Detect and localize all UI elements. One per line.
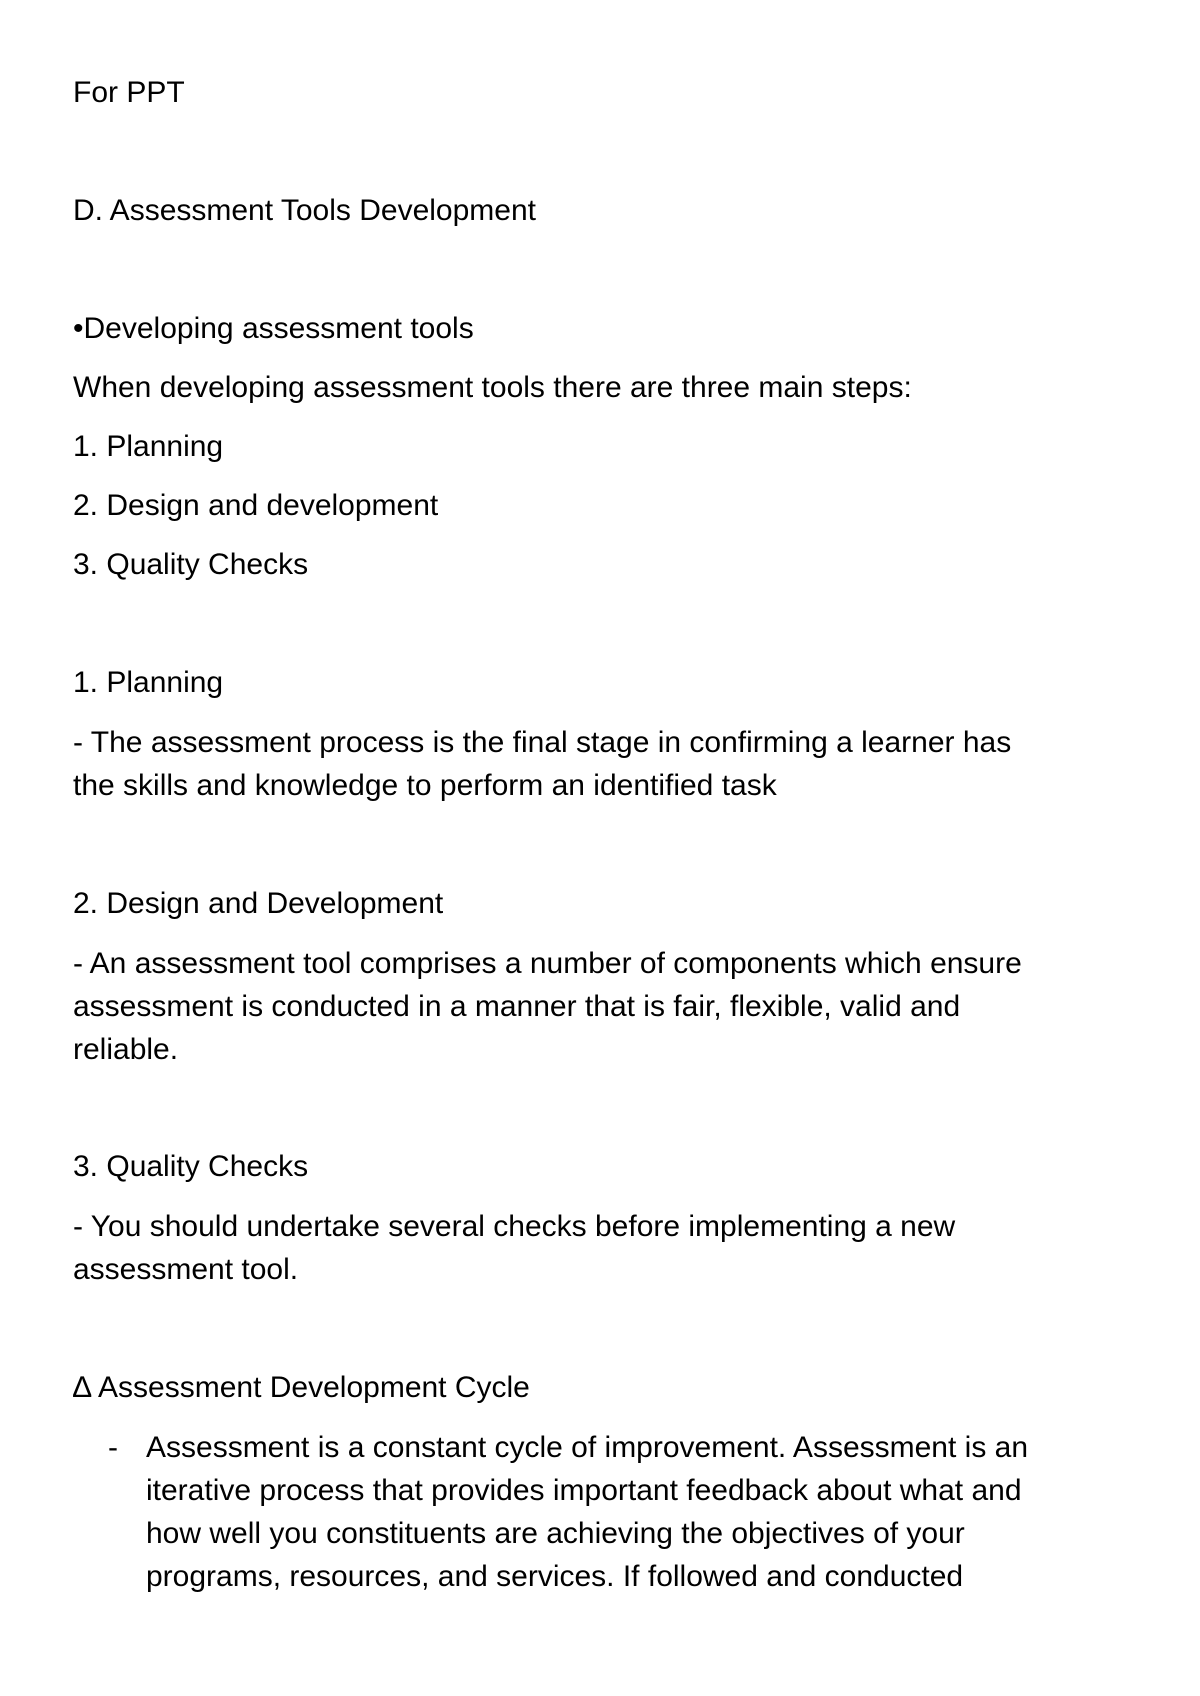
section-title: D. Assessment Tools Development <box>73 194 536 227</box>
bullet-heading: •Developing assessment tools <box>73 312 474 345</box>
quality-heading: 3. Quality Checks <box>73 1150 309 1183</box>
design-body: - An assessment tool comprises a number of components which ensure assessment is conducted in a manner that is fair, flexible, valid and reliable. <box>73 947 1022 1066</box>
step-item-planning: 1. Planning <box>73 430 224 463</box>
cycle-body: Assessment is a constant cycle of improvement. Assessment is an iterative process that provides important feedback about what and how well you constituents are achieving the objectives of your programs, resources, and services. If followed and conducted <box>146 1431 1029 1593</box>
planning-body: - The assessment process is the final stage in confirming a learner has the skills and knowledge to perform an identified task <box>73 726 1012 802</box>
quality-body: - You should undertake several checks before implementing a new assessment tool. <box>73 1210 956 1286</box>
header-note: For PPT <box>73 76 185 109</box>
cycle-dash-bullet: - <box>108 1431 118 1464</box>
step-item-quality: 3. Quality Checks <box>73 548 309 581</box>
design-heading: 2. Design and Development <box>73 887 444 920</box>
intro-text: When developing assessment tools there are three main steps: <box>73 371 912 404</box>
cycle-heading: ∆ Assessment Development Cycle <box>73 1371 530 1404</box>
planning-heading: 1. Planning <box>73 666 224 699</box>
step-item-design: 2. Design and development <box>73 489 439 522</box>
